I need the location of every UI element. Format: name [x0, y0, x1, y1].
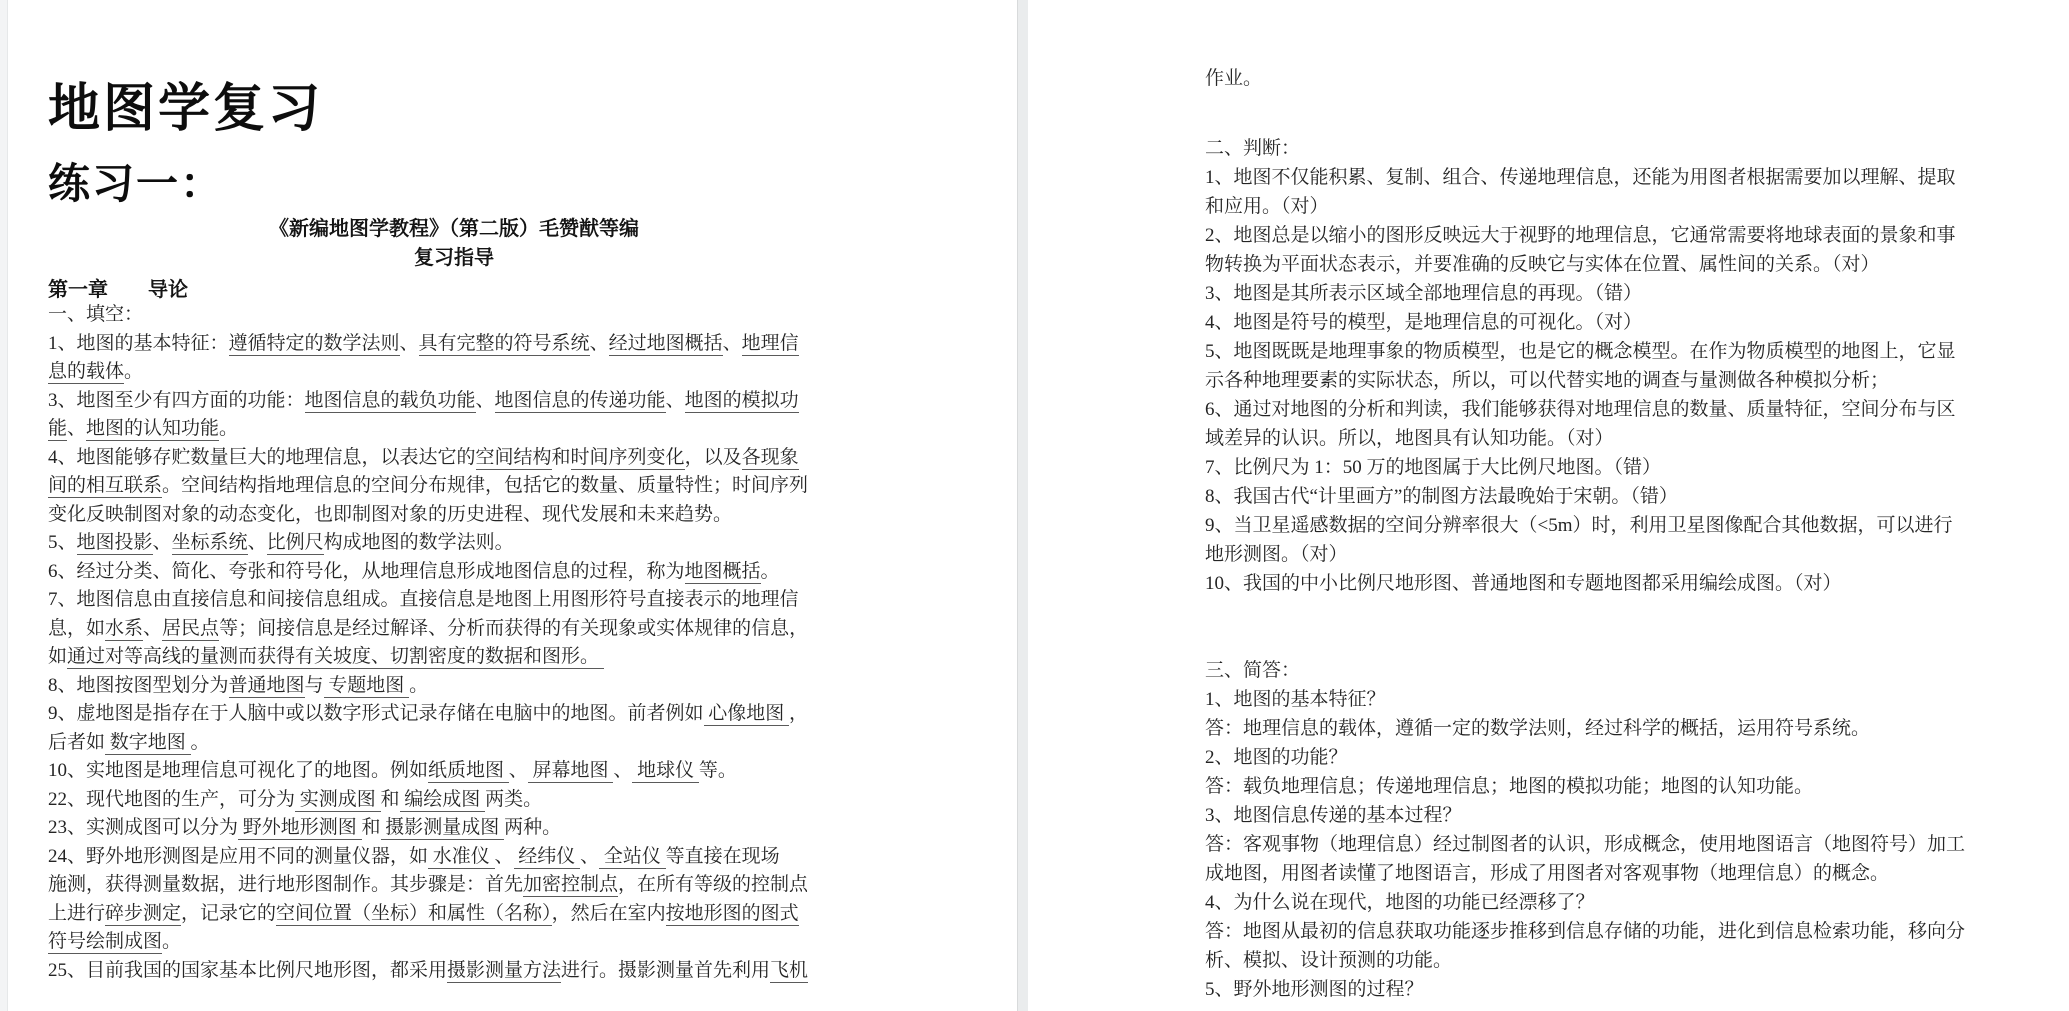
- text-run: 、: [67, 418, 87, 439]
- text-line: [48, 729, 808, 758]
- text-run: 4、地图能够存贮数量巨大的地理信息，以表达它的: [48, 446, 476, 468]
- underlined-text: 实测成图: [295, 788, 381, 810]
- text-run: 。: [124, 361, 144, 382]
- text-run: 两种。: [504, 817, 562, 838]
- text-run: 1、地图不仅能积累、复制、组合、传递地理信息，还能为用图者根据需要加以理解、提取: [1205, 167, 1956, 188]
- text-run: ，记录它的: [181, 902, 277, 924]
- text-run: 、: [152, 532, 172, 553]
- underlined-text: 地理信: [741, 332, 799, 354]
- underlined-text: 数字地图: [105, 731, 191, 753]
- underlined-text: 遵循特定的数学法则: [228, 332, 400, 354]
- text-run: 二、判断：: [1205, 138, 1301, 159]
- underlined-text: 居民点: [162, 617, 220, 639]
- text-run: 3、地图至少有四方面的功能：: [48, 389, 305, 411]
- underlined-text: 符号绘制成图: [48, 931, 163, 952]
- text-run: 5、野外地形测图的过程？: [1205, 979, 1424, 1000]
- text-line: [48, 301, 808, 330]
- text-run: 变化反映制图对象的动态变化，也即制图对象的历史进程、现代发展和未来趋势。: [48, 503, 733, 525]
- text-run: 3、地图是其所表示区域全部地理信息的再现。（错）: [1205, 283, 1643, 304]
- text-run: 、: [665, 389, 685, 411]
- text-line: [1205, 395, 1965, 424]
- text-run: 。: [190, 731, 210, 753]
- text-run: 息，如: [48, 617, 106, 639]
- text-line: [48, 900, 808, 929]
- underlined-text: 空间位置（坐标）和属性（名称）: [276, 902, 552, 924]
- text-run: 6、通过对地图的分析和判读，我们能够获得对地理信息的数量、质量特征，空间分布与区: [1205, 399, 1956, 420]
- text-run: 。: [760, 560, 780, 582]
- text-line: [48, 814, 808, 843]
- underlined-text: 专题地图: [323, 674, 410, 696]
- text-line: [1205, 801, 1965, 830]
- text-line: [1205, 250, 1965, 279]
- text-run: 上进行: [48, 902, 106, 924]
- text-run: 5、: [48, 532, 77, 553]
- underlined-text: 空间结构: [475, 446, 552, 468]
- text-run: 7、比例尺为 1：50 万的地图属于大比例尺地图。（错）: [1205, 457, 1662, 478]
- text-run: 、: [613, 760, 633, 781]
- underlined-text: 间的相互联系: [48, 475, 163, 496]
- text-line: [48, 871, 808, 900]
- text-run: ，以及: [684, 446, 742, 468]
- chapter-heading: 第一章 导论: [48, 279, 188, 301]
- underlined-text: 飞机: [770, 959, 809, 981]
- text-run: 6、经过分类、简化、夸张和符号化，从地理信息形成地图信息的过程，称为: [48, 560, 685, 582]
- text-run: 进行。摄影测量首先利用: [561, 959, 771, 981]
- text-run: 4、地图是符号的模型，是地理信息的可视化。（对）: [1205, 312, 1643, 333]
- underlined-text: 能: [48, 418, 68, 439]
- text-run: 等；间接信息是经过解译、分析而获得的有关现象或实体规律的信息，: [219, 617, 809, 639]
- text-run: 1、地图的基本特征：: [48, 332, 229, 354]
- underlined-text: 地图的模拟功: [684, 389, 799, 411]
- text-line: [1205, 308, 1965, 337]
- text-run: 10、我国的中小比例尺地形图、普通地图和专题地图都采用编绘成图。（对）: [1205, 573, 1842, 594]
- underlined-text: 具有完整的符号系统: [418, 332, 590, 354]
- underlined-text: 经过地图概括: [608, 332, 723, 354]
- text-line: [48, 672, 808, 701]
- text-line: [48, 558, 808, 587]
- text-line: [48, 843, 808, 872]
- text-run: 。空间结构指地理信息的空间分布规律，包括它的数量、质量特性；时间序列: [162, 475, 809, 496]
- text-run: 析、模拟、设计预测的功能。: [1205, 950, 1453, 971]
- text-run: 、: [580, 845, 600, 867]
- underlined-text: 按地形图的图式: [665, 902, 799, 924]
- text-run: 9、当卫星遥感数据的空间分辨率很大（<5m）时，利用卫星图像配合其他数据，可以进行: [1205, 515, 1953, 536]
- text-run: 物转换为平面状态表示，并要准确的反映它与实体在位置、属性间的关系。（对）: [1205, 254, 1880, 275]
- opening-line: 作业。: [1205, 68, 1263, 89]
- text-run: 三、简答：: [1205, 660, 1301, 681]
- text-run: 等直接在现场: [665, 845, 780, 867]
- underlined-text: 普通地图: [228, 674, 305, 696]
- text-run: 2、地图的功能？: [1205, 747, 1348, 768]
- underlined-text: 水准仪: [428, 845, 495, 867]
- text-line: [1205, 482, 1965, 511]
- underlined-text: 碎步测定: [105, 902, 182, 924]
- text-run: 、: [508, 760, 528, 781]
- text-line: [1205, 888, 1965, 917]
- text-line: [1205, 540, 1965, 569]
- text-run: 25、目前我国的国家基本比例尺地形图，都采用: [48, 959, 448, 981]
- underlined-text: 地图概括: [684, 560, 761, 582]
- text-line: [48, 501, 808, 530]
- text-line: [1205, 772, 1965, 801]
- text-run: 构成地图的数学法则。: [323, 532, 514, 553]
- text-line: [1205, 917, 1965, 946]
- text-run: 。: [409, 674, 429, 696]
- underlined-text: 坐标系统: [171, 532, 248, 553]
- underlined-text: 纸质地图: [428, 760, 509, 781]
- text-run: 9、虚地图是指存在于人脑中或以数字形式记录存储在电脑中的地图。前者例如: [48, 703, 704, 724]
- underlined-text: 息的载体: [48, 361, 125, 382]
- left-page-text-block: [48, 301, 808, 985]
- text-line: [1205, 453, 1965, 482]
- text-run: 24、野外地形测图是应用不同的测量仪器，如: [48, 845, 429, 867]
- text-run: 施测，获得测量数据，进行地形图制作。其步骤是：首先: [48, 874, 524, 895]
- text-line: [1205, 946, 1965, 975]
- text-line: [48, 472, 808, 501]
- text-run: ，在所有等级的控制点: [618, 874, 809, 895]
- text-run: 和: [551, 446, 571, 468]
- text-run: 、: [143, 617, 163, 639]
- underlined-text: 摄影测量成图: [380, 817, 505, 838]
- underlined-text: 时间序列变化: [570, 446, 685, 468]
- text-run: 答：地图从最初的信息获取功能逐步推移到信息存储的功能，进化到信息检索功能，移向分: [1205, 921, 1966, 942]
- underlined-text: 通过对等高线的量测而获得有关坡度、切割密度的数据和图形。: [67, 646, 604, 667]
- text-line: [48, 330, 808, 359]
- text-line: [48, 928, 808, 957]
- text-line: [1205, 337, 1965, 366]
- text-line: [1205, 656, 1965, 685]
- text-run: 22、现代地图的生产，可分为: [48, 788, 296, 810]
- page-right: [1028, 0, 2069, 1011]
- text-line: [48, 957, 808, 986]
- text-run: 成地图，用图者读懂了地图语言，形成了用图者对客观事物（地理信息）的概念。: [1205, 863, 1890, 884]
- text-run: 和应用。（对）: [1205, 196, 1329, 217]
- text-line: [48, 415, 808, 444]
- text-run: 2、地图总是以缩小的图形反映远大于视野的地理信息，它通常需要将地球表面的景象和事: [1205, 225, 1956, 246]
- text-run: 后者如: [48, 731, 106, 753]
- text-run: 10、实地图是地理信息可视化了的地图。例如: [48, 760, 429, 781]
- text-run: 1、地图的基本特征？: [1205, 689, 1386, 710]
- text-run: 答：地理信息的载体，遵循一定的数学法则，经过科学的概括，运用符号系统。: [1205, 718, 1871, 739]
- text-line: [48, 529, 808, 558]
- underlined-text: 地图投影: [76, 532, 153, 553]
- text-run: 等。: [698, 760, 737, 781]
- text-line: [1205, 424, 1965, 453]
- text-line: [1205, 859, 1965, 888]
- underlined-text: 各现象: [741, 446, 799, 468]
- text-run: 23、实测成图可以分为: [48, 817, 239, 838]
- text-line: [48, 387, 808, 416]
- text-run: 示各种地理要素的实际状态，所以，可以代替实地的调查与量测做各种模拟分析；: [1205, 370, 1890, 391]
- text-run: 7、地图信息由直接信息和间接信息组成。直接信息是地图上用图形符号直接表示的地理信: [48, 589, 799, 610]
- text-line: [1205, 975, 1965, 1004]
- text-line: [1205, 598, 1965, 627]
- text-run: 与: [304, 674, 324, 696]
- underlined-text: 加密控制点: [523, 874, 619, 895]
- text-line: [48, 615, 808, 644]
- reference-book-line: 《新编地图学教程》（第二版）毛赞猷等编: [269, 218, 639, 240]
- text-run: 域差异的认识。所以，地图具有认知功能。（对）: [1205, 428, 1614, 449]
- text-run: 4、为什么说在现代，地图的功能已经漂移了？: [1205, 892, 1595, 913]
- text-run: 、: [722, 332, 742, 354]
- text-line: [1205, 163, 1965, 192]
- text-line: [1205, 221, 1965, 250]
- text-run: 8、地图按图型划分为: [48, 674, 229, 696]
- text-line: [1205, 685, 1965, 714]
- text-line: [1205, 714, 1965, 743]
- exercise-heading: 练习一：: [48, 162, 225, 208]
- underlined-text: 地图信息的载负功能: [304, 389, 476, 411]
- text-line: [1205, 134, 1965, 163]
- underlined-text: 水系: [105, 617, 144, 639]
- page-left-edge: [0, 0, 8, 1011]
- text-run: ，: [789, 703, 809, 724]
- text-line: [1205, 569, 1965, 598]
- page-left: [0, 0, 1017, 1011]
- underlined-text: 地图信息的传递功能: [494, 389, 666, 411]
- underlined-text: 编绘成图: [399, 788, 486, 810]
- underlined-text: 全站仪: [599, 845, 666, 867]
- text-line: [1205, 279, 1965, 308]
- underlined-text: 地球仪: [632, 760, 699, 781]
- text-run: 一、填空：: [48, 304, 144, 325]
- underlined-text: 地图的认知功能: [86, 418, 220, 439]
- text-run: 、: [399, 332, 419, 354]
- text-run: 地形测图。（对）: [1205, 544, 1348, 565]
- text-line: [48, 358, 808, 387]
- underlined-text: 比例尺: [266, 532, 324, 553]
- text-run: 两类。: [485, 788, 543, 810]
- text-run: 、: [247, 532, 267, 553]
- text-run: 和: [380, 788, 400, 810]
- text-run: 3、地图信息传递的基本过程？: [1205, 805, 1462, 826]
- text-run: 8、我国古代“计里画方”的制图方法最晚始于宋朝。（错）: [1205, 486, 1678, 507]
- text-run: 、: [494, 845, 514, 867]
- text-line: [1205, 192, 1965, 221]
- text-run: 答：客观事物（地理信息）经过制图者的认识，形成概念，使用地图语言（地图符号）加工: [1205, 834, 1966, 855]
- text-line: [48, 444, 808, 473]
- text-line: [48, 757, 808, 786]
- underlined-text: 摄影测量方法: [447, 959, 562, 981]
- text-line: [1205, 627, 1965, 656]
- underlined-text: 经纬仪: [513, 845, 581, 867]
- text-run: 、: [475, 389, 495, 411]
- text-line: [1205, 511, 1965, 540]
- text-run: 。: [162, 931, 182, 952]
- text-line: [48, 700, 808, 729]
- text-run: 5、地图既既是地理事象的物质模型，也是它的概念模型。在作为物质模型的地图上，它显: [1205, 341, 1956, 362]
- review-guide-line: 复习指导: [414, 247, 494, 269]
- text-line: [1205, 366, 1965, 395]
- underlined-text: 屏幕地图: [527, 760, 614, 781]
- text-run: 和: [361, 817, 381, 838]
- text-run: 答：载负地理信息；传递地理信息；地图的模拟功能；地图的认知功能。: [1205, 776, 1814, 797]
- text-run: ，然后在室内: [551, 902, 666, 924]
- doc-title: 地图学复习: [48, 81, 324, 138]
- text-run: 、: [589, 332, 609, 354]
- underlined-text: 野外地形测图: [238, 817, 362, 838]
- text-line: [1205, 830, 1965, 859]
- text-line: [48, 643, 808, 672]
- right-page-text-block: [1205, 134, 1965, 1004]
- text-line: [48, 586, 808, 615]
- text-line: [1205, 743, 1965, 772]
- text-run: 。: [219, 418, 239, 439]
- underlined-text: 心像地图: [703, 703, 790, 724]
- text-line: [48, 786, 808, 815]
- text-run: 如: [48, 646, 68, 667]
